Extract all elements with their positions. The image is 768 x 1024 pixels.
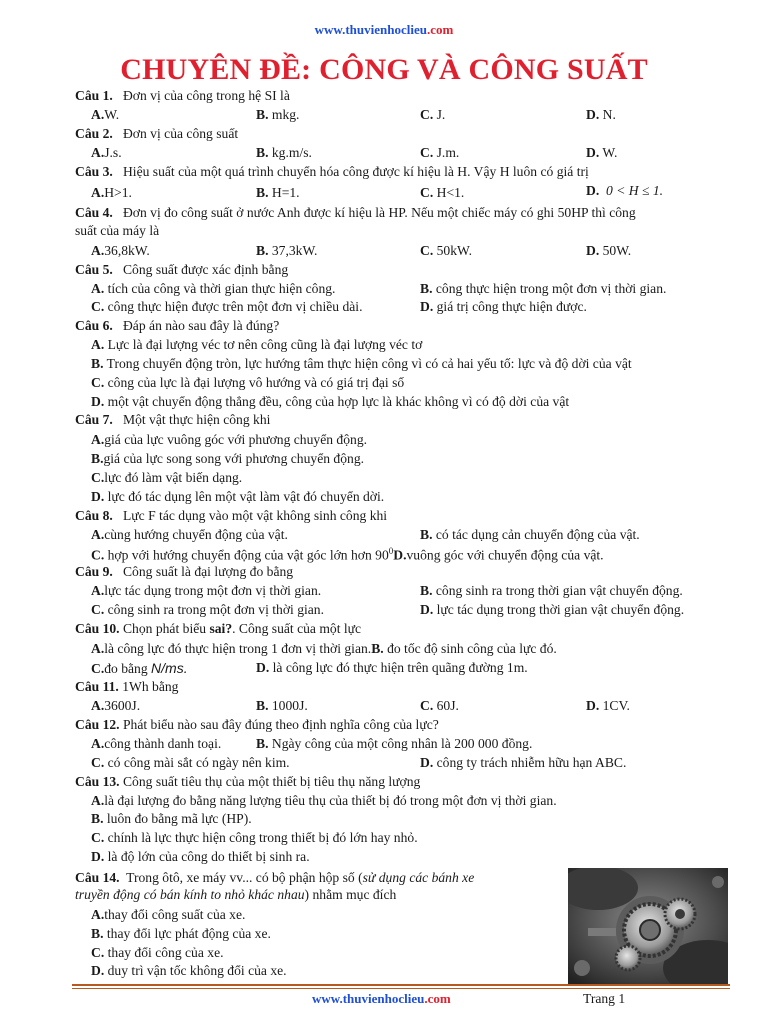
q14-option-a[interactable]: A.thay đổi công suất của xe. bbox=[91, 907, 246, 922]
q14-option-d[interactable]: D. duy trì vận tốc không đổi của xe. bbox=[91, 963, 287, 978]
q4-option-c[interactable]: C. 50kW. bbox=[420, 243, 472, 258]
header-site[interactable] bbox=[0, 22, 768, 38]
q13-option-c[interactable]: C. chính là lực thực hiện công trong thiết bị đó lớn hay nhỏ. bbox=[91, 830, 418, 845]
q6-option-c[interactable]: C. công của lực là đại lượng vô hướng và có giá trị đại số bbox=[91, 375, 405, 390]
q5-option-c[interactable]: C. công thực hiện được trên một đơn vị chiều dài. bbox=[91, 299, 363, 314]
question-1: Câu 1. Đơn vị của công trong hệ SI là bbox=[75, 88, 290, 103]
q1-option-a[interactable]: A.W. bbox=[91, 107, 120, 122]
question-4: Câu 4. Đơn vị đo công suất ở nước Anh được kí hiệu là HP. Nếu một chiếc máy có ghi 50HP thì công bbox=[75, 205, 636, 220]
q8-option-a[interactable]: A.cùng hướng chuyển động của vật. bbox=[91, 527, 288, 542]
question-2: Câu 2. Đơn vị của công suất bbox=[75, 126, 239, 141]
question-14: Câu 14. Trong ôtô, xe máy vv... có bộ phận hộp số (sử dụng các bánh xe bbox=[75, 870, 475, 885]
question-8: Câu 8. Lực F tác dụng vào một vật không sinh công khi bbox=[75, 508, 388, 523]
footer-site-tld: .com bbox=[424, 991, 451, 1006]
gearbox-image bbox=[568, 868, 728, 984]
q3-option-c[interactable]: C. H<1. bbox=[420, 185, 465, 200]
q12-option-b[interactable]: B. Ngày công của một công nhân là 200 000 đồng. bbox=[256, 736, 533, 751]
q5-option-d[interactable]: D. giá trị công thực hiện được. bbox=[420, 299, 587, 314]
q2-option-c[interactable]: C. J.m. bbox=[420, 145, 460, 160]
site-tld: .com bbox=[426, 22, 454, 37]
q2-option-b[interactable]: B. kg.m/s. bbox=[256, 145, 312, 160]
q4-option-d[interactable]: D. 50W. bbox=[586, 243, 632, 258]
q8-option-b[interactable]: B. có tác dụng cản chuyển động của vật. bbox=[420, 527, 640, 542]
q6-option-a[interactable]: A. Lực là đại lượng véc tơ nên công cũng là đại lượng véc tơ bbox=[91, 337, 423, 352]
question-7: Câu 7. Một vật thực hiện công khi bbox=[75, 412, 271, 427]
q13-option-b[interactable]: B. luôn đo bằng mã lực (HP). bbox=[91, 811, 252, 826]
q1-option-d[interactable]: D. N. bbox=[586, 107, 616, 122]
q11-option-d[interactable]: D. 1CV. bbox=[586, 698, 630, 713]
q13-option-d[interactable]: D. là độ lớn của công do thiết bị sinh ra. bbox=[91, 849, 310, 864]
q9-option-b[interactable]: B. công sinh ra trong thời gian vật chuyển động. bbox=[420, 583, 683, 598]
question-10: Câu 10. Chọn phát biểu sai?. Công suất của một lực bbox=[75, 621, 362, 636]
q3-option-a[interactable]: A.H>1. bbox=[91, 185, 132, 200]
footer-divider-thin bbox=[72, 988, 730, 989]
q2-option-d[interactable]: D. W. bbox=[586, 145, 618, 160]
question-12: Câu 12. Phát biểu nào sau đây đúng theo định nghĩa công của lực? bbox=[75, 717, 439, 732]
question-5: Câu 5. Công suất được xác định bằng bbox=[75, 262, 289, 277]
q9-option-c[interactable]: C. công sinh ra trong một đơn vị thời gian. bbox=[91, 602, 324, 617]
q4-option-b[interactable]: B. 37,3kW. bbox=[256, 243, 318, 258]
question-9: Câu 9. Công suất là đại lượng đo bằng bbox=[75, 564, 294, 579]
footer-divider bbox=[72, 984, 730, 986]
q6-option-d[interactable]: D. một vật chuyển động thẳng đều, công của hợp lực là khác không vì có độ dời của vật bbox=[91, 394, 570, 409]
question-6: Câu 6. Đáp án nào sau đây là đúng? bbox=[75, 318, 280, 333]
q9-option-d[interactable]: D. lực tác dụng trong thời gian vật chuyển động. bbox=[420, 602, 685, 617]
q11-option-a[interactable]: A.3600J. bbox=[91, 698, 141, 713]
q12-option-d[interactable]: D. công ty trách nhiễm hữu hạn ABC. bbox=[420, 755, 627, 770]
q7-option-a[interactable]: A.giá của lực vuông góc với phương chuyển động. bbox=[91, 432, 368, 447]
q10-option-c[interactable]: C.đo bằng N/ms. bbox=[91, 660, 188, 676]
q12-option-a[interactable]: A.công thành danh toại. bbox=[91, 736, 222, 751]
site-name: www.thuvienhoclieu bbox=[314, 22, 427, 37]
q10-option-a[interactable]: A.là công lực đó thực hiện trong 1 đơn vị thời gian.B. đo tốc độ sinh công của lực đó. bbox=[91, 641, 557, 656]
q2-option-a[interactable]: A.J.s. bbox=[91, 145, 122, 160]
page-title: CHUYÊN ĐỀ: CÔNG VÀ CÔNG SUẤT bbox=[120, 53, 648, 86]
question-14-cont: truyền động có bán kính to nhỏ khác nhau) nhằm mục đích bbox=[75, 887, 397, 902]
q7-option-d[interactable]: D. lực đó tác dụng lên một vật làm vật đó chuyển dời. bbox=[91, 489, 385, 504]
q7-option-b[interactable]: B.giá của lực song song với phương chuyển động. bbox=[91, 451, 365, 466]
q14-option-b[interactable]: B. thay đổi lực phát động của xe. bbox=[91, 926, 271, 941]
question-13: Câu 13. Công suất tiêu thụ của một thiết bị tiêu thụ năng lượng bbox=[75, 774, 421, 789]
q11-option-c[interactable]: C. 60J. bbox=[420, 698, 459, 713]
page-number: Trang 1 bbox=[583, 991, 626, 1006]
q11-option-b[interactable]: B. 1000J. bbox=[256, 698, 308, 713]
q10-option-d[interactable]: D. là công lực đó thực hiện trên quãng đường 1m. bbox=[256, 660, 528, 675]
q14-option-c[interactable]: C. thay đổi công của xe. bbox=[91, 945, 224, 960]
q3-option-b[interactable]: B. H=1. bbox=[256, 185, 300, 200]
footer-site[interactable] bbox=[312, 991, 451, 1007]
q4-option-a[interactable]: A.36,8kW. bbox=[91, 243, 150, 258]
question-4-cont: suất của máy là bbox=[75, 223, 160, 238]
question-3: Câu 3. Hiệu suất của một quá trình chuyển hóa công được kí hiệu là H. Vậy H luôn có giá trị bbox=[75, 164, 589, 179]
q8-option-c[interactable]: C. hợp với hướng chuyển động của vật góc lớn hơn $90^0D.vuông$ góc với chuyển động của vật. bbox=[91, 546, 604, 563]
q7-option-c[interactable]: C.lực đó làm vật biến dạng. bbox=[91, 470, 243, 485]
q1-option-c[interactable]: C. J. bbox=[420, 107, 446, 122]
question-11: Câu 11. 1Wh bằng bbox=[75, 679, 179, 694]
footer-site-name: www.thuvienhoclieu bbox=[312, 991, 425, 1006]
q5-option-b[interactable]: B. công thực hiện trong một đơn vị thời gian. bbox=[420, 281, 667, 296]
q9-option-a[interactable]: A.lực tác dụng trong một đơn vị thời gian. bbox=[91, 583, 322, 598]
q5-option-a[interactable]: A. tích của công và thời gian thực hiện công. bbox=[91, 281, 336, 296]
q12-option-c[interactable]: C. có công mài sắt có ngày nên kim. bbox=[91, 755, 290, 770]
q13-option-a[interactable]: A.là đại lượng đo bằng năng lượng tiêu thụ của thiết bị đó trong một đơn vị thời gian. bbox=[91, 793, 557, 808]
q1-option-b[interactable]: B. mkg. bbox=[256, 107, 300, 122]
q3-option-d[interactable]: D. 0 < H ≤ 1. bbox=[586, 183, 664, 198]
q6-option-b[interactable]: B. Trong chuyển động tròn, lực hướng tâm thực hiện công vì có cả hai yếu tố: lực và độ dời của vật bbox=[91, 356, 632, 371]
